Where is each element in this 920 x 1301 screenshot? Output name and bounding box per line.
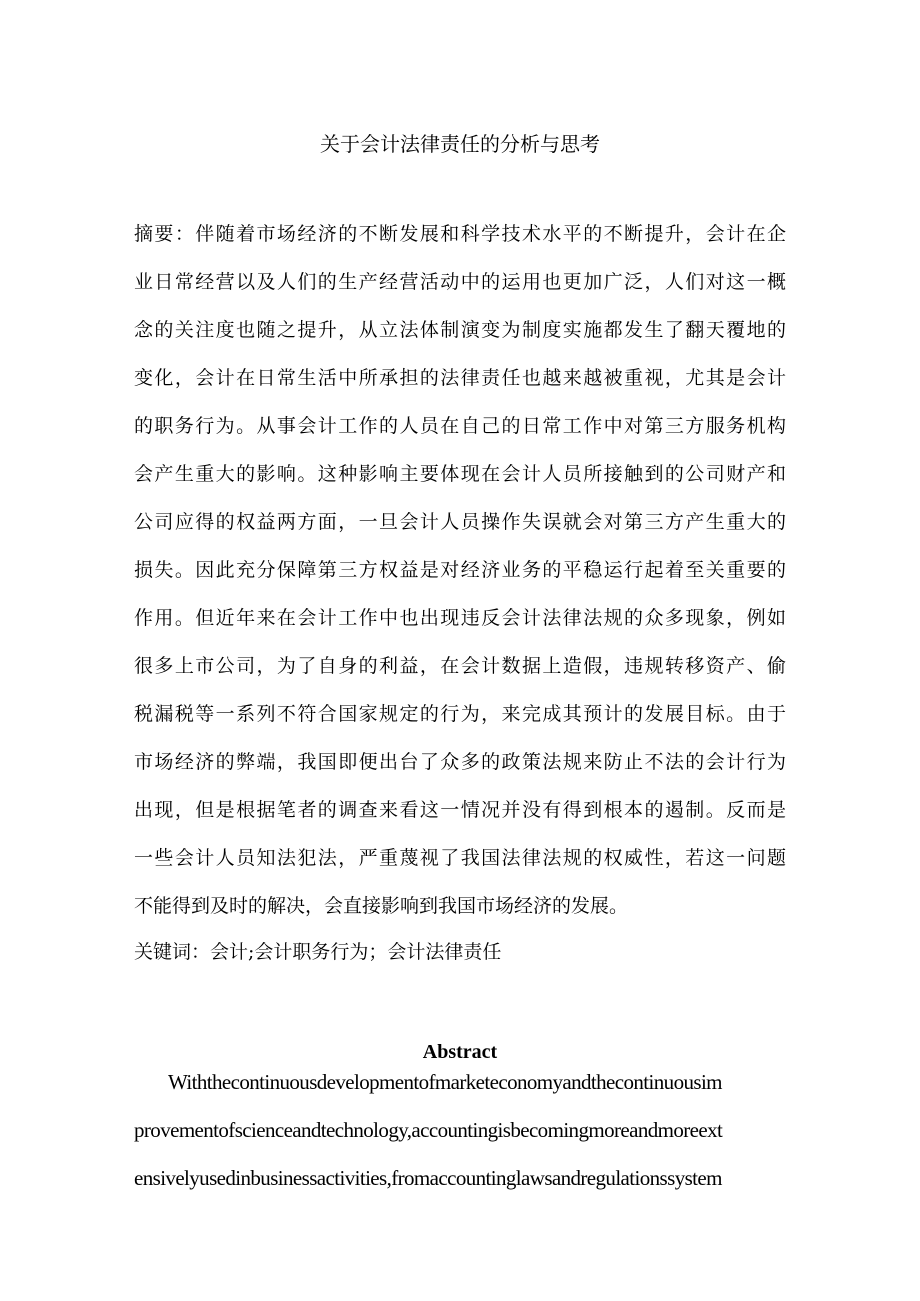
- abstract-cn-line: 变化，会计在日常生活中所承担的法律责任也越来越被重视，尤其是会计: [134, 367, 786, 389]
- abstract-cn-line: 市场经济的弊端，我国即便出台了众多的政策法规来防止不法的会计行为: [134, 751, 786, 773]
- abstract-cn-line: 会产生重大的影响。这种影响主要体现在会计人员所接触到的公司财产和: [134, 463, 786, 485]
- abstract-cn-line: 出现，但是根据笔者的调查来看这一情况并没有得到根本的遏制。反而是: [134, 799, 786, 821]
- abstract-cn-line: 业日常经营以及人们的生产经营活动中的运用也更加广泛，人们对这一概: [134, 271, 786, 293]
- abstract-cn-line: 念的关注度也随之提升，从立法体制演变为制度实施都发生了翻天覆地的: [134, 319, 786, 341]
- abstract-cn-line: 不能得到及时的解决，会直接影响到我国市场经济的发展。: [134, 895, 629, 917]
- abstract-en-line: ensivelyusedinbusinessactivities,fromaccountinglawsandregulationssystem: [134, 1166, 722, 1190]
- abstract-en-line: provementofscienceandtechnology,accountingisbecomingmoreandmoreext: [134, 1118, 723, 1142]
- abstract-cn-line: 税漏税等一系列不符合国家规定的行为，来完成其预计的发展目标。由于: [134, 703, 786, 725]
- document-title: 关于会计法律责任的分析与思考: [320, 132, 600, 156]
- abstract-cn-line: 很多上市公司，为了自身的利益，在会计数据上造假，违规转移资产、偷: [134, 655, 786, 677]
- abstract-cn-line: 一些会计人员知法犯法，严重蔑视了我国法律法规的权威性，若这一问题: [134, 847, 786, 869]
- abstract-cn-line: 公司应得的权益两方面，一旦会计人员操作失误就会对第三方产生重大的: [134, 511, 786, 533]
- abstract-cn-line: 损失。因此充分保障第三方权益是对经济业务的平稳运行起着至关重要的: [134, 559, 786, 581]
- abstract-cn-line: 摘要：伴随着市场经济的不断发展和科学技术水平的不断提升，会计在企: [134, 223, 786, 245]
- abstract-en-heading: Abstract: [422, 1041, 498, 1063]
- abstract-en-line: Withthecontinuousdevelopmentofmarketeconomyandthecontinuousim: [168, 1070, 722, 1094]
- keywords-line: 关键词：会计;会计职务行为；会计法律责任: [134, 941, 502, 963]
- abstract-cn-line: 作用。但近年来在会计工作中也出现违反会计法律法规的众多现象，例如: [134, 607, 786, 629]
- abstract-cn-line: 的职务行为。从事会计工作的人员在自己的日常工作中对第三方服务机构: [134, 415, 786, 437]
